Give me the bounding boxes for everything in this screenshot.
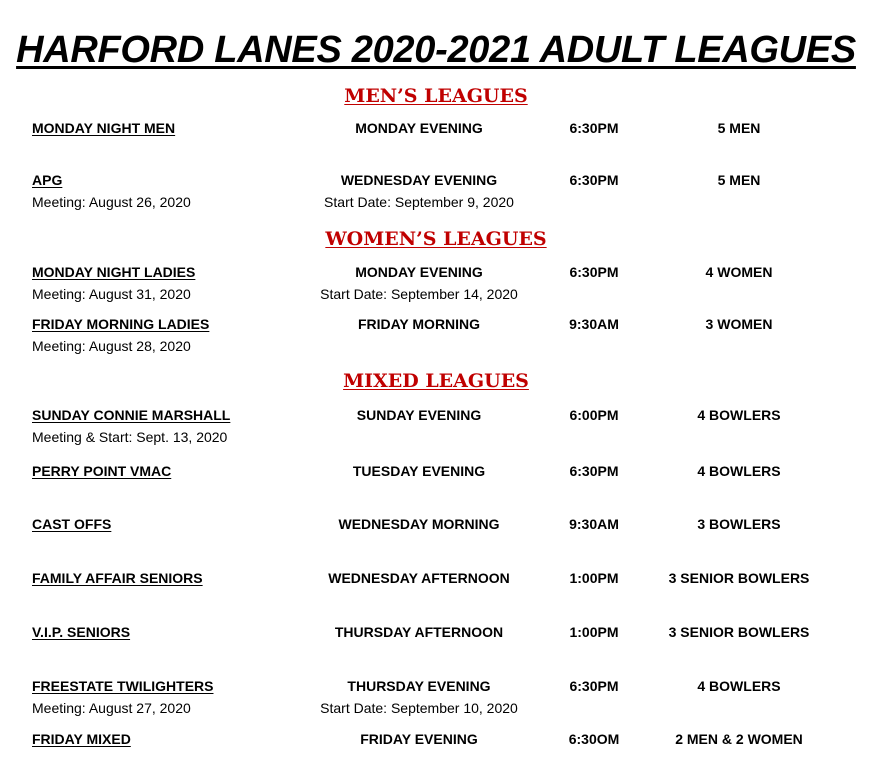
league-name: FRIDAY MIXED [32, 731, 131, 747]
league-time: 6:30PM [569, 120, 619, 136]
league-time: 6:30OM [568, 731, 620, 747]
league-time: 9:30AM [569, 316, 619, 332]
league-name: MONDAY NIGHT LADIES [32, 264, 196, 280]
league-row [0, 568, 872, 588]
league-time: 6:30PM [569, 172, 619, 188]
league-row [0, 314, 872, 334]
league-start-date: Start Date: September 10, 2020 [320, 700, 518, 716]
league-meeting: Meeting: August 28, 2020 [32, 338, 191, 354]
league-team-format: 2 MEN & 2 WOMEN [675, 731, 803, 747]
section-heading-womens-leagues: WOMEN’S LEAGUES [325, 228, 547, 250]
league-team-format: 3 SENIOR BOWLERS [668, 570, 810, 586]
league-row [0, 405, 872, 425]
league-row [0, 118, 872, 138]
league-row [0, 262, 872, 282]
league-day: THURSDAY AFTERNOON [334, 624, 504, 640]
league-team-format: 3 WOMEN [705, 316, 773, 332]
league-team-format: 4 BOWLERS [697, 407, 781, 423]
league-day: MONDAY EVENING [355, 120, 483, 136]
league-row [0, 170, 872, 190]
league-meeting: Meeting: August 27, 2020 [32, 700, 191, 716]
league-day: FRIDAY EVENING [360, 731, 478, 747]
league-day: FRIDAY MORNING [357, 316, 481, 332]
league-day: THURSDAY EVENING [347, 678, 491, 694]
section-heading-mens-leagues: MEN’S LEAGUES [344, 85, 528, 107]
league-name: FRIDAY MORNING LADIES [32, 316, 210, 332]
league-details [0, 427, 872, 447]
league-team-format: 4 BOWLERS [697, 678, 781, 694]
league-details [0, 284, 872, 304]
league-day: SUNDAY EVENING [356, 407, 482, 423]
league-row [0, 461, 872, 481]
league-name: PERRY POINT VMAC [32, 463, 172, 479]
league-name: MONDAY NIGHT MEN [32, 120, 176, 136]
league-time: 1:00PM [569, 570, 619, 586]
league-meeting: Meeting & Start: Sept. 13, 2020 [32, 429, 228, 445]
league-day: MONDAY EVENING [355, 264, 483, 280]
league-time: 6:30PM [569, 463, 619, 479]
league-time: 6:00PM [569, 407, 619, 423]
section-heading-mixed-leagues: MIXED LEAGUES [343, 370, 529, 392]
league-time: 6:30PM [569, 678, 619, 694]
league-time: 6:30PM [569, 264, 619, 280]
league-name: APG [32, 172, 63, 188]
league-team-format: 3 BOWLERS [697, 516, 781, 532]
league-details [0, 698, 872, 718]
league-day: WEDNESDAY AFTERNOON [328, 570, 510, 586]
league-team-format: 4 WOMEN [705, 264, 773, 280]
league-name: SUNDAY CONNIE MARSHALL [32, 407, 231, 423]
league-name: FAMILY AFFAIR SENIORS [32, 570, 203, 586]
league-row [0, 622, 872, 642]
league-day: WEDNESDAY MORNING [338, 516, 500, 532]
league-row [0, 676, 872, 696]
league-details [0, 192, 872, 212]
league-time: 1:00PM [569, 624, 619, 640]
league-team-format: 5 MEN [717, 120, 761, 136]
league-start-date: Start Date: September 9, 2020 [324, 194, 514, 210]
league-meeting: Meeting: August 31, 2020 [32, 286, 191, 302]
league-row [0, 729, 872, 749]
league-team-format: 5 MEN [717, 172, 761, 188]
league-details [0, 336, 872, 356]
league-day: TUESDAY EVENING [352, 463, 486, 479]
page-title: HARFORD LANES 2020-2021 ADULT LEAGUES [16, 29, 856, 71]
league-name: V.I.P. SENIORS [32, 624, 131, 640]
league-meeting: Meeting: August 26, 2020 [32, 194, 191, 210]
league-name: FREESTATE TWILIGHTERS [32, 678, 214, 694]
league-day: WEDNESDAY EVENING [340, 172, 498, 188]
league-row [0, 514, 872, 534]
league-team-format: 3 SENIOR BOWLERS [668, 624, 810, 640]
league-time: 9:30AM [569, 516, 619, 532]
league-team-format: 4 BOWLERS [697, 463, 781, 479]
league-start-date: Start Date: September 14, 2020 [320, 286, 518, 302]
league-name: CAST OFFS [32, 516, 112, 532]
